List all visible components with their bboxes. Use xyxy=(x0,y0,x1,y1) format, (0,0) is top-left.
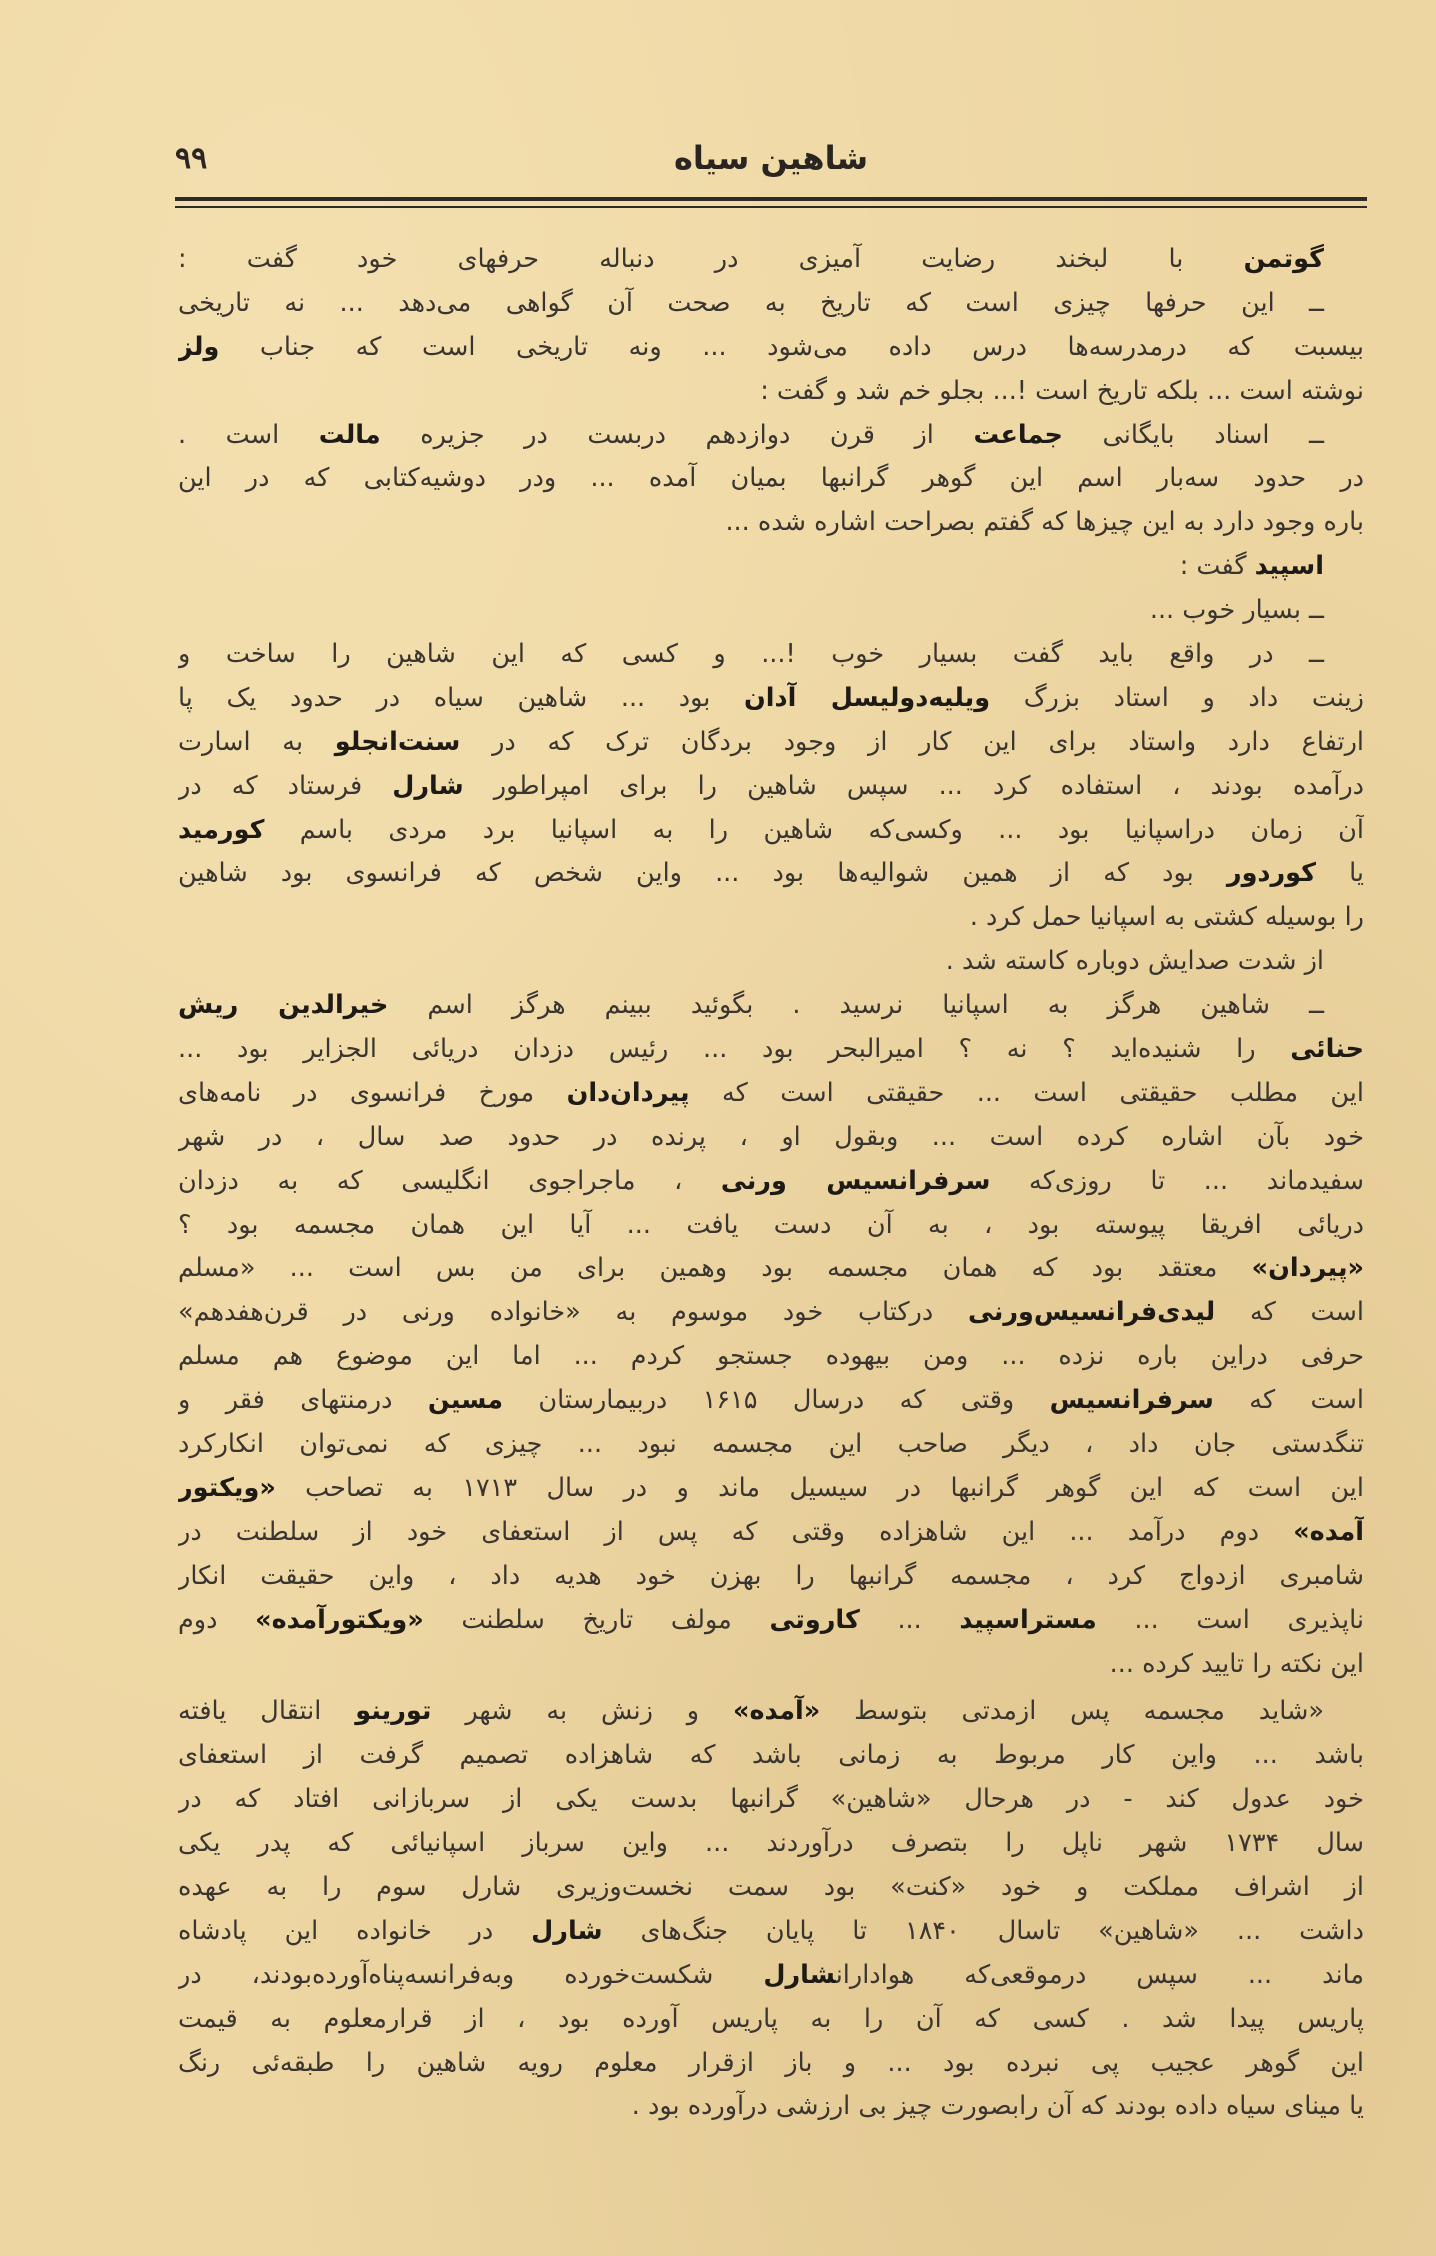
text-run: معتقد بود که همان مجسمه بود وهمین برای من بس است ... «مسلم xyxy=(178,1253,1252,1284)
text-run: را شنیده‌اید ؟ نه ؟ امیرالبحر بود ... رئیس دزدان دریائی الجزایر بود ... xyxy=(178,1034,1291,1065)
text-run: فرستاد که در xyxy=(178,770,393,801)
text-line xyxy=(178,1247,1364,1291)
bold-name: کاروتی xyxy=(769,1604,860,1635)
text-line xyxy=(178,1734,1364,1778)
text-run: باشد ... واین کار مربوط به زمانی باشد که شاهزاده تصمیم گرفت از استعفای xyxy=(178,1740,1364,1771)
text-run: در خانواده این پادشاه xyxy=(178,1915,532,1946)
body-text xyxy=(178,238,1364,2129)
bold-name: لیدی‌فرانسیس‌ورنی xyxy=(967,1297,1216,1328)
text-line xyxy=(178,1822,1364,1866)
text-line xyxy=(178,1379,1364,1423)
text-run: به اسارت xyxy=(178,726,335,757)
text-run: و زنش به شهر xyxy=(431,1696,733,1727)
text-run: شامبری ازدواج کرد ، مجسمه گرانبها را بهزن خود هدیه داد ، واین حقیقت انکار xyxy=(178,1560,1364,1591)
bold-name: کوردور xyxy=(1226,858,1317,889)
text-run: ــ در واقع باید گفت بسیار خوب !... و کسی که این شاهین را ساخت و xyxy=(178,639,1324,670)
text-line xyxy=(178,1910,1364,1954)
text-run: ماند ... سپس درموقعی‌که هواداران xyxy=(835,1959,1364,1990)
text-line xyxy=(178,1116,1364,1160)
bold-name: ولز xyxy=(178,331,220,362)
text-line xyxy=(178,1778,1364,1822)
text-line xyxy=(178,2085,1364,2129)
bold-name: سرفرانسیس xyxy=(1049,1385,1214,1416)
text-run: مورخ فرانسوی در نامه‌های xyxy=(178,1077,567,1108)
text-run: انتقال یافته xyxy=(178,1696,356,1727)
text-run: این است که این گوهر گرانبها در سیسیل ماند و در سال ۱۷۱۳ به تصاحب xyxy=(275,1472,1364,1503)
bold-name: ویلیه‌دولیسل آدان xyxy=(744,682,991,713)
text-line xyxy=(178,984,1364,1028)
text-run: حرفی دراین باره نزده ... ومن بیهوده جستجو کردم ... اما این موضوع هم مسلم xyxy=(178,1341,1364,1372)
text-line xyxy=(178,457,1364,501)
text-run: تنگدستی جان داد ، دیگر صاحب این مجسمه نبود ... چیزی که نمی‌توان انکارکرد xyxy=(178,1429,1364,1460)
text-line xyxy=(178,1555,1364,1599)
text-run: پاریس پیدا شد . کسی که آن را به پاریس آورده بود ، از قرارمعلوم به قیمت xyxy=(178,2003,1364,2034)
bold-name: سنت‌انجلو xyxy=(334,726,461,757)
text-line xyxy=(178,2042,1364,2086)
text-run: یا xyxy=(1316,858,1364,889)
text-run: از شدت صدایش دوباره کاسته شد . xyxy=(945,946,1324,977)
text-line xyxy=(178,1643,1364,1687)
text-line xyxy=(178,633,1364,677)
text-run: یا مینای سیاه داده بودند که آن رابصورت چیز بی ارزشی درآورده بود . xyxy=(631,2091,1364,2122)
text-run: گفت : xyxy=(1179,551,1255,582)
text-line xyxy=(178,852,1364,896)
bold-name: حنائی xyxy=(1290,1034,1364,1065)
text-line xyxy=(178,1291,1364,1335)
text-run: این نکته را تایید کرده ... xyxy=(1109,1648,1364,1679)
text-line xyxy=(178,677,1364,721)
text-line xyxy=(178,414,1364,458)
text-line xyxy=(178,721,1364,765)
text-line xyxy=(178,1998,1364,2042)
text-run: بود ... شاهین سیاه در حدود یک پا xyxy=(178,682,745,713)
text-run: این مطلب حقیقتی است ... حقیقتی است که xyxy=(689,1077,1364,1108)
text-run: آن زمان دراسپانیا بود ... وکسی‌که شاهین را به اسپانیا برد مردی باسم xyxy=(264,814,1364,845)
bold-name: اسپید xyxy=(1254,551,1324,582)
page-header xyxy=(175,135,1367,195)
bold-name: سرفرانسیس ورنی xyxy=(720,1165,991,1196)
text-run: درکتاب خود موسوم به «خانواده ورنی در قرن‌هفدهم» xyxy=(178,1297,968,1328)
text-line xyxy=(178,589,1364,633)
text-line xyxy=(178,1335,1364,1379)
bold-name: شارل xyxy=(531,1915,603,1946)
text-line xyxy=(178,1467,1364,1511)
bold-name: پیردان‌دان xyxy=(566,1077,690,1108)
text-run: سال ۱۷۳۴ شهر ناپل را بتصرف درآوردند ... واین سرباز اسپانیائی که پدر یکی xyxy=(178,1828,1364,1859)
text-run: ناپذیری است ... xyxy=(1096,1604,1364,1635)
bold-name: خیرالدین ریش xyxy=(178,990,389,1021)
bold-name: مالت xyxy=(318,419,381,450)
text-run: بیسبت که درمدرسه‌ها درس داده می‌شود ... ونه تاریخی است که جناب xyxy=(219,331,1364,362)
text-run: ــ شاهین هرگز به اسپانیا نرسید . بگوئید ببینم هرگز اسم xyxy=(388,990,1324,1021)
text-run: درآمده بودند ، استفاده کرد ... سپس شاهین را برای امپراطور xyxy=(463,770,1364,801)
text-line xyxy=(178,940,1364,984)
text-line xyxy=(178,238,1364,282)
bold-name: کورمید xyxy=(178,814,265,845)
text-line xyxy=(178,1690,1364,1734)
page-number: ۹۹ xyxy=(175,141,208,176)
text-line xyxy=(178,501,1364,545)
text-run: زینت داد و استاد بزرگ xyxy=(990,682,1364,713)
text-run: ارتفاع دارد واستاد برای این کار از وجود بردگان ترک که در xyxy=(460,726,1364,757)
text-run: باره وجود دارد به این چیزها که گفتم بصراحت اشاره شده ... xyxy=(725,507,1364,538)
text-run: دریائی افریقا پیوسته بود ، به آن دست یافت ... آیا این همان مجسمه بود ؟ xyxy=(178,1209,1364,1240)
text-line xyxy=(178,1599,1364,1643)
text-run: شکست‌خورده وبه‌فرانسه‌پناه‌آورده‌بودند، در xyxy=(178,1959,764,1990)
bold-name: «پیردان» xyxy=(1251,1253,1364,1284)
bold-name: «آمده» xyxy=(732,1696,821,1727)
bold-name: شارل xyxy=(392,770,464,801)
text-run: وقتی که درسال ۱۶۱۵ دربیمارستان xyxy=(502,1385,1050,1416)
text-line xyxy=(178,1954,1364,1998)
text-line xyxy=(178,1511,1364,1555)
text-line xyxy=(178,1072,1364,1116)
text-run: ــ بسیار خوب ... xyxy=(1149,595,1324,626)
text-run: است که xyxy=(1215,1297,1364,1328)
text-run: در حدود سه‌بار اسم این گوهر گرانبها بمیان آمده ... ودر دوشیه‌کتابی که در این xyxy=(178,463,1364,494)
text-run: دوم درآمد ... این شاهزاده وقتی که پس از استعفای خود از سلطنت در xyxy=(178,1516,1294,1547)
text-run: خود بآن اشاره کرده است ... وبقول او ، پرنده در حدود صد سال ، در شهر xyxy=(178,1121,1364,1152)
text-run: نوشته است ... بلکه تاریخ است !... بجلو خم شد و گفت : xyxy=(760,375,1364,406)
running-title: شاهین سیاه xyxy=(673,139,869,177)
text-line xyxy=(178,326,1364,370)
text-line xyxy=(178,1423,1364,1467)
text-run: مولف تاریخ سلطنت xyxy=(423,1604,770,1635)
text-run: است که xyxy=(1213,1385,1364,1416)
header-rule-thin xyxy=(175,206,1367,208)
text-line xyxy=(178,1204,1364,1248)
text-run: دوم xyxy=(178,1604,256,1635)
bold-name: آمده» xyxy=(1293,1516,1364,1547)
text-run: ، ماجراجوی انگلیسی که به دزدان xyxy=(178,1165,721,1196)
text-run: از قرن دوازدهم دربست در جزیره xyxy=(380,419,974,450)
text-run: است . xyxy=(178,419,319,450)
bold-name: جماعت xyxy=(973,419,1063,450)
text-run: این گوهر عجیب پی نبرده بود ... و باز ازقرار معلوم رویه شاهین را طبقه‌ئی رنگ xyxy=(178,2047,1364,2078)
text-run: ... xyxy=(859,1604,960,1635)
text-run: با لبخند رضایت آمیزی در دنباله حرفهای خود گفت : xyxy=(178,244,1244,274)
text-line xyxy=(178,765,1364,809)
text-run: خود عدول کند - در هرحال «شاهین» گرانبها بدست یکی از سربازانی افتاد که در xyxy=(178,1784,1364,1815)
text-run: بود که از همین شوالیه‌ها بود ... واین شخص که فرانسوی بود شاهین xyxy=(178,858,1227,889)
text-line xyxy=(178,1160,1364,1204)
bold-name: تورینو xyxy=(355,1696,432,1727)
text-run: را بوسیله کشتی به اسپانیا حمل کرد . xyxy=(969,902,1364,933)
bold-name: مسین xyxy=(427,1385,503,1416)
text-line xyxy=(178,370,1364,414)
header-rule-thick xyxy=(175,197,1367,201)
text-run: ــ این حرفها چیزی است که تاریخ به صحت آن گواهی می‌دهد ... نه تاریخی xyxy=(178,287,1324,318)
text-run: «شاید مجسمه پس ازمدتی بتوسط xyxy=(820,1696,1324,1727)
bold-name: مستراسپید xyxy=(959,1604,1097,1635)
text-line xyxy=(178,896,1364,940)
bold-name: گوتمن xyxy=(1243,244,1324,274)
text-line xyxy=(178,1028,1364,1072)
text-run: درمنتهای فقر و xyxy=(178,1385,428,1416)
bold-name: «ویکتور xyxy=(178,1472,276,1503)
bold-name: شارل xyxy=(763,1959,836,1990)
text-line xyxy=(178,545,1364,589)
text-run: ــ اسناد بایگانی xyxy=(1062,419,1324,450)
bold-name: «ویکتورآمده» xyxy=(255,1604,424,1635)
text-run: سفیدماند ... تا روزی‌که xyxy=(990,1165,1364,1196)
text-line xyxy=(178,282,1364,326)
text-line xyxy=(178,809,1364,853)
text-line xyxy=(178,1866,1364,1910)
text-run: داشت ... «شاهین» تاسال ۱۸۴۰ تا پایان جنگ‌های xyxy=(602,1915,1364,1946)
text-run: از اشراف مملکت و خود «کنت» بود سمت نخست‌وزیری شارل سوم را به عهده xyxy=(178,1871,1364,1902)
